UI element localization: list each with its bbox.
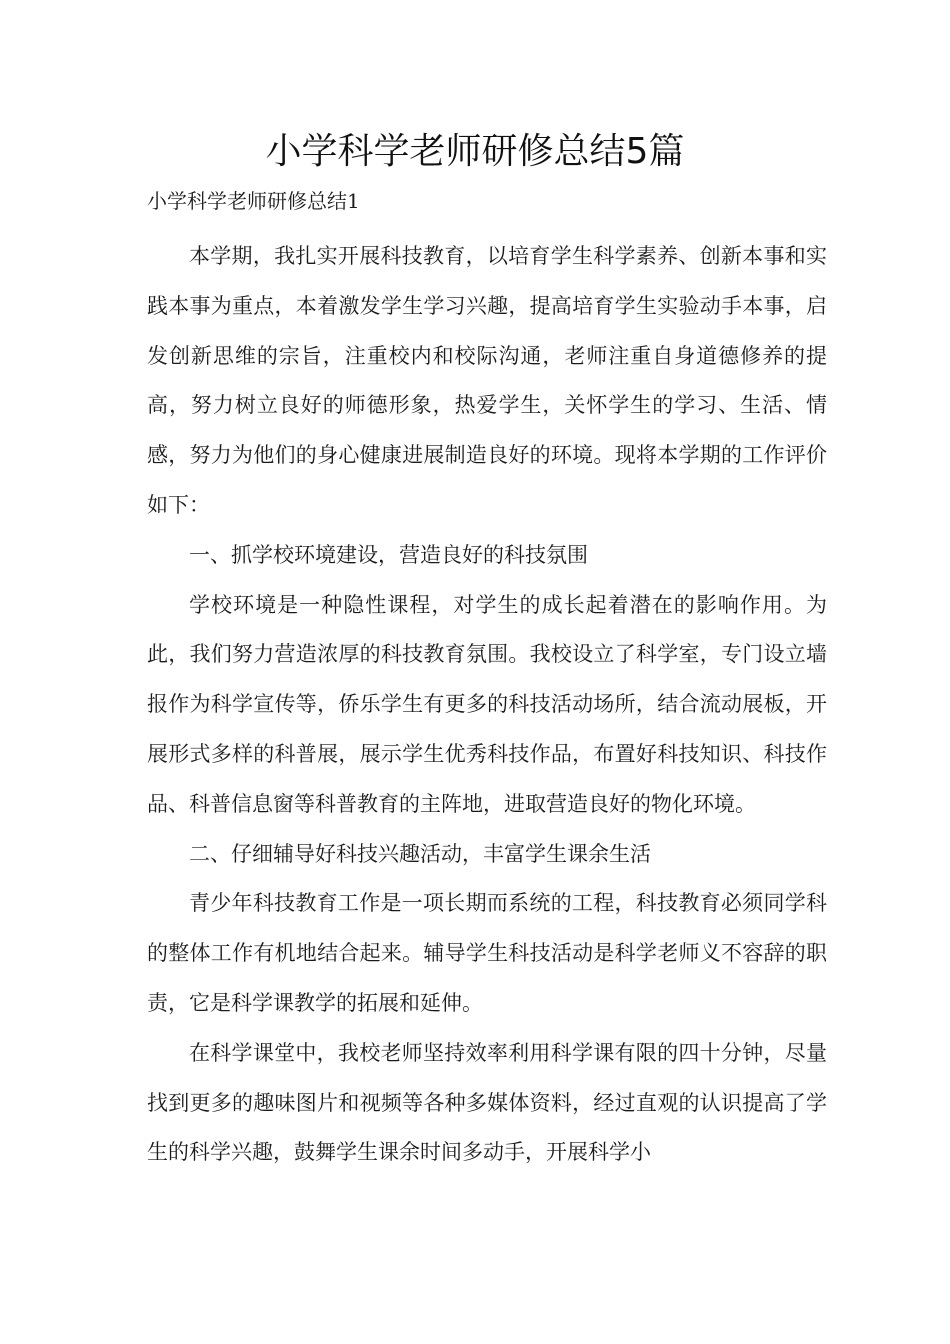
document-title: 小学科学老师研修总结5篇 xyxy=(265,131,685,172)
paragraph-activities: 青少年科技教育工作是一项长期而系统的工程，科技教育必须同学科的整体工作有机地结合起来。辅导学生科技活动是科学老师义不容辞的职责，它是科学课教学的拓展和延伸。 xyxy=(147,891,827,1015)
paragraph-intro: 本学期，我扎实开展科技教育，以培育学生科学素养、创新本事和实践本事为重点，本着激发学生学习兴趣，提高培育学生实验动手本事，启发创新思维的宗旨，注重校内和校际沟通，老师注重自身道德修养的提高，努力树立良好的师德形象，热爱学生，关怀学生的学习、生活、情感，努力为他们的身心健康进展制造良好的环境。现将本学期的工作评价如下： xyxy=(147,244,827,517)
document-body xyxy=(147,232,827,1178)
paragraph-classroom: 在科学课堂中，我校老师坚持效率利用科学课有限的四十分钟，尽量找到更多的趣味图片和视频等各种多媒体资料，经过直观的认识提高了学生的科学兴趣，鼓舞学生课余时间多动手，开展科学小 xyxy=(147,1040,827,1165)
document-subtitle: 小学科学老师研修总结1 xyxy=(147,189,360,213)
paragraph-environment: 学校环境是一种隐性课程，对学生的成长起着潜在的影响作用。为此，我们努力营造浓厚的科技教育氛围。我校设立了科学室，专门设立墙报作为科学宣传等，侨乐学生有更多的科技活动场所，结合流动展板，开展形式多样的科普展，展示学生优秀科技作品，布置好科技知识、科技作品、科普信息窗等科普教育的主阵地，进取营造良好的物化环境。 xyxy=(147,592,827,816)
section-heading-2: 二、仔细辅导好科技兴趣活动，丰富学生课余生活 xyxy=(189,841,651,866)
section-heading-1: 一、抓学校环境建设，营造良好的科技氛围 xyxy=(189,542,588,567)
